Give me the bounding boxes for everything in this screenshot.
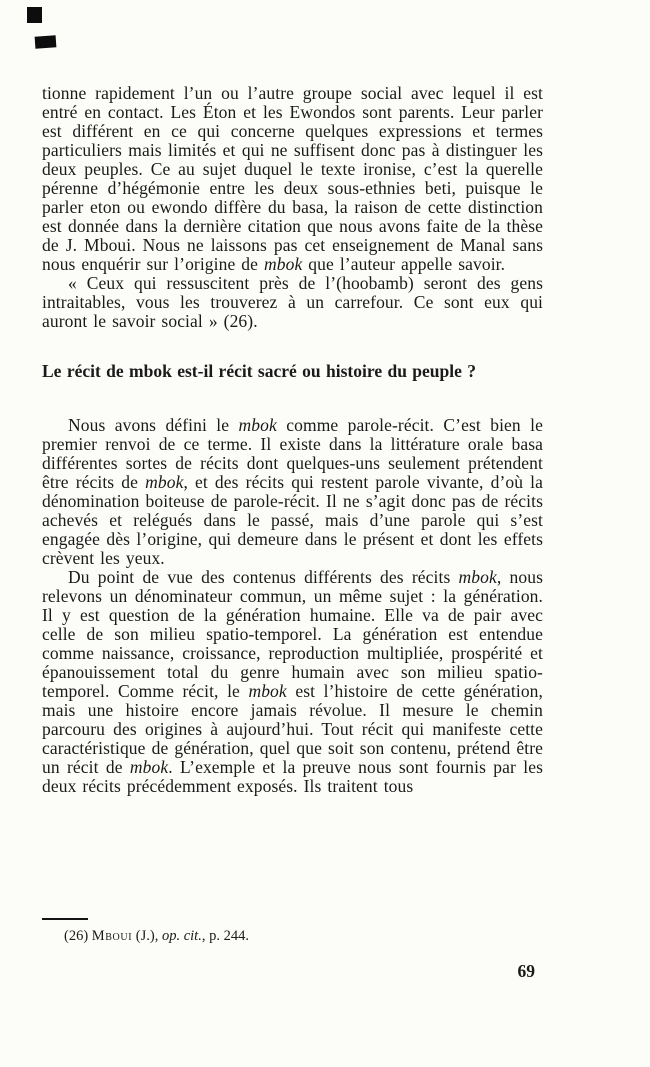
text-run: , et des récits qui restent parole vivante, d’où la dénomination boiteuse de parole-récit. Il ne s’agit donc pas de récits achevés et relégués dans le passé, mais d’une parole qui s’est engagée dès l’origine, qui demeure dans le présent et dont les effets crèvent les yeux.: [42, 472, 544, 568]
paragraph-mbok-definition: [42, 416, 543, 568]
footnote-number: (26): [64, 928, 92, 944]
quote-paragraph: [42, 274, 543, 331]
italic-term-mbok: mbok: [238, 415, 277, 435]
text-run: , p. 244.: [201, 928, 249, 944]
text-run: Du point de vue des contenus différents des récits: [68, 567, 459, 587]
text-run: , nous relevons un dénominateur commun, un même sujet : la génération. Il y est question de la génération humaine. Elle va de pair avec celle de son milieu spatio-temporel. La génération est entendue comme naissance, croissance, reproduction multipliée, prospérité et épanouissement total du genre humain avec son milieu spatio-temporel. Comme récit, le: [42, 567, 543, 701]
text-run: tionne rapidement l’un ou l’autre groupe social avec lequel il est entré en contact. Les Éton et les Ewondos sont parents. Leur parler est différent en ce qui concerne quelques expressions et termes particuliers mais limités et qui ne suffisent donc pas à distinguer les deux peuples. Ce au sujet duquel le texte ironise, c’est la querelle pérenne d’hégémonie entre les deux sous-ethnies beti, puisque le parler eton ou ewondo diffère du basa, la raison de cette distinction est donnée dans la dernière citation que nous avons faite de la thèse de J. Mboui. Nous ne laissons pas cet enseignement de Manal sans nous enquérir sur l’origine de: [42, 83, 543, 274]
text-run: est l’histoire de cette génération, mais une histoire encore jamais révolue. Il mesure le chemin parcouru des origines à aujourd’hui. Tout récit qui manifeste cette caractéristique de génération, quel que soit son contenu, prétend être un récit de: [42, 681, 543, 777]
italic-term-mbok: mbok: [145, 472, 184, 492]
text-run: que l’auteur appelle savoir.: [302, 254, 506, 274]
italic-term-mbok: mbok: [248, 681, 287, 701]
paragraph-continuation: [42, 84, 543, 274]
scan-artifact-lower: [35, 35, 57, 48]
footnote-opcit: op. cit.: [161, 928, 202, 944]
text-run: . L’exemple et la preuve nous sont fournis par les deux récits précédemment exposés. Ils traitent tous: [42, 757, 543, 796]
footnote-author: Mboui: [91, 928, 133, 944]
italic-term-mbok: mbok: [129, 757, 169, 777]
text-run: Nous avons défini le: [68, 415, 239, 435]
page-number: 69: [517, 961, 535, 981]
paragraph-generation: [42, 568, 543, 796]
text-run: comme parole-récit. C’est bien le premier renvoi de ce terme. Il existe dans la littérature orale basa différentes sortes de récits dont quelques-uns seulement prétendent être récits de: [42, 415, 543, 492]
footnote-26: [42, 927, 543, 945]
text-run: (J.),: [132, 928, 162, 944]
quote-text: « Ceux qui ressuscitent près de l’(hoobamb) seront des gens intraitables, vous les trouverez à un carrefour. Ce sont eux qui auront le savoir social » (26).: [42, 273, 543, 331]
footnote-area: [42, 918, 543, 982]
italic-term-mbok: mbok: [264, 254, 303, 274]
text-block: [42, 84, 543, 796]
italic-term-mbok: mbok: [458, 567, 497, 587]
scan-artifact-top: [27, 7, 42, 23]
footnote-divider: [42, 918, 88, 920]
section-heading: Le récit de mbok est-il récit sacré ou histoire du peuple ?: [42, 361, 477, 381]
